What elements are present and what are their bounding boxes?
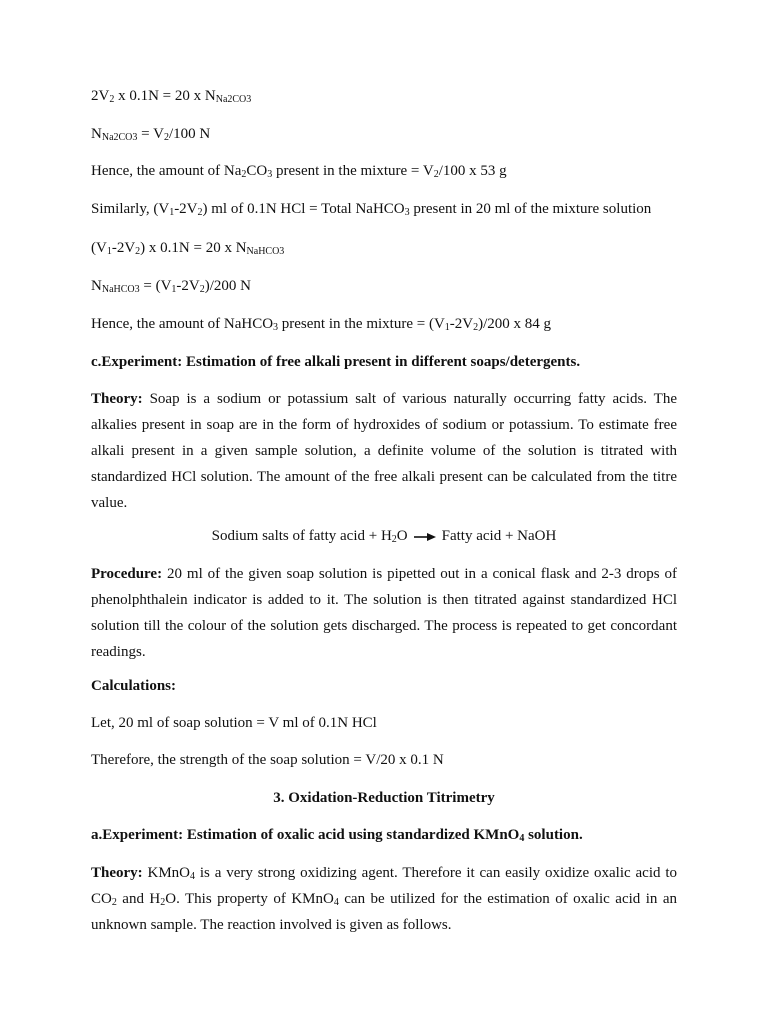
theory-label: Theory: — [91, 391, 143, 407]
equation-line-2: $N_{Na2CO3} = V_2/100$ N — [91, 126, 211, 143]
calculation-line-1: Let, 20 ml of soap solution = V ml of 0.1N HCl — [91, 715, 377, 731]
theory-paragraph-1: Theory: Soap is a sodium or potassium salt of various naturally occurring fatty acids. The alkalies present in soap are in the form of hydroxides of sodium or potassium. To estimate free alkali present in a given sample solution, a definite volume of the solution is titrated with standardized HCl solution. The amount of the free alkali present can be calculated from the titre value. — [91, 391, 677, 511]
procedure-label: Procedure: — [91, 566, 163, 582]
equation-line-6: $N_{NaHCO3} = (V_1-2V_2)/200$ N — [91, 278, 251, 295]
theory-label-2: Theory: — [91, 865, 143, 881]
experiment-heading-a: a.Experiment: Estimation of oxalic acid using standardized KMnO$_4$ solution. — [91, 827, 583, 844]
equation-line-5: $(V_1-2V_2)$ x 0.1N = 20 x $N_{NaHCO3}$ — [91, 240, 285, 257]
reaction-equation: Sodium salts of fatty acid + $H_2O$ Fatty acid + NaOH — [211, 528, 557, 545]
na2co3-amount-line: Hence, the amount of $Na_2CO_3$ present in the mixture = $V_2/100$ x 53 g — [91, 163, 507, 180]
section-heading: 3. Oxidation-Reduction Titrimetry — [273, 790, 495, 806]
similarly-line: Similarly, $(V_1-2V_2)$ ml of 0.1N HCl = Total NaHCO$_3$ present in 20 ml of the mixture solution — [91, 201, 652, 218]
experiment-heading-c: c.Experiment: Estimation of free alkali present in different soaps/detergents. — [91, 354, 581, 370]
procedure-paragraph: Procedure: 20 ml of the given soap solution is pipetted out in a conical flask and 2-3 drops of phenolphthalein indicator is added to it. The solution is then titrated against standardized HCl solution till the colour of the solution gets discharged. The process is repeated to get concordant readings. — [91, 566, 677, 660]
theory-paragraph-2: Theory: KMnO$_4$ is a very strong oxidizing agent. Therefore it can easily oxidize oxalic acid to $CO_2$ and $H_2O$. This property of KMnO$_4$ can be utilized for the estimation of oxalic acid in an unknown sample. The reaction involved is given as follows. — [91, 865, 677, 933]
reaction-arrow-icon — [414, 532, 436, 542]
calculations-heading: Calculations: — [91, 678, 177, 694]
equation-line-1: $2V_2$ x 0.1N = 20 x $N_{Na2CO3}$ — [91, 88, 252, 105]
calculation-line-2: Therefore, the strength of the soap solution = V/20 x 0.1 N — [91, 752, 444, 768]
nahco3-amount-line: Hence, the amount of NaHCO$_3$ present in the mixture = $(V_1-2V_2)/200$ x 84 g — [91, 316, 552, 333]
